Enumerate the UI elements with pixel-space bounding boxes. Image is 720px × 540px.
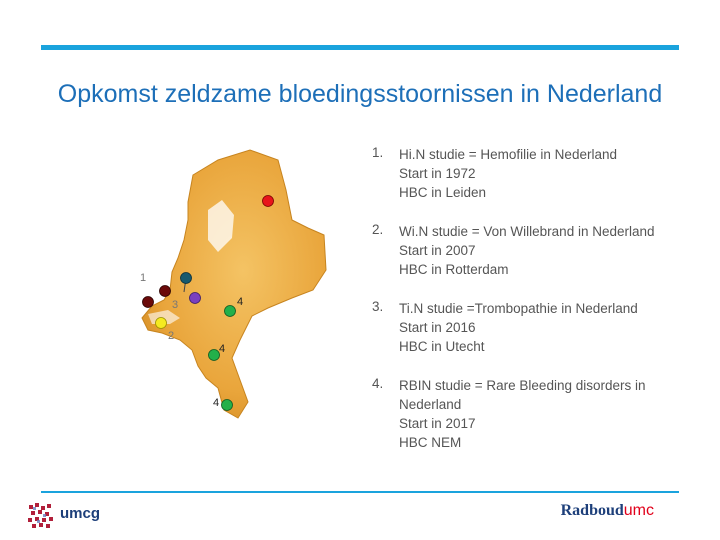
map-marker-green-2: [209, 350, 220, 361]
map-marker-dark-red-1: [160, 286, 171, 297]
map-marker-green-3: [222, 400, 233, 411]
map-label-4b: 4: [219, 343, 226, 355]
bottom-divider: [41, 491, 679, 493]
map-label-2: 2: [168, 330, 175, 342]
map-marker-dark-red-2: [143, 297, 154, 308]
study-title: RBIN studie = Rare Bleeding disorders in: [399, 378, 646, 393]
study-start: Start in 2017: [399, 416, 476, 431]
study-start: Start in 2016: [399, 320, 476, 335]
map-marker-yellow: [156, 318, 167, 329]
map-label-3: 3: [172, 299, 179, 311]
study-number: 3.: [372, 299, 384, 314]
map-label-4a: 4: [237, 296, 244, 308]
netherlands-map: [100, 140, 330, 430]
study-start: Start in 1972: [399, 166, 476, 181]
umcg-logo-icon: [26, 500, 56, 530]
radboudumc-logo: [561, 502, 654, 520]
slide-title: Opkomst zeldzame bloedingsstoornissen in Nederland: [57, 80, 663, 108]
study-title: Ti.N studie =Trombopathie in Nederland: [399, 301, 638, 316]
map-label-1: 1: [140, 272, 147, 284]
study-hbc: HBC in Utecht: [399, 339, 485, 354]
map-label-4c: 4: [213, 397, 220, 409]
map-marker-purple: [190, 293, 201, 304]
radboud-logo-suffix: umc: [623, 502, 654, 519]
map-marker-red: [263, 196, 274, 207]
study-number: 1.: [372, 145, 384, 160]
study-number: 2.: [372, 222, 384, 237]
study-hbc: HBC in Leiden: [399, 185, 487, 200]
map-marker-teal: [181, 273, 192, 284]
umcg-logo-text: umcg: [60, 505, 101, 522]
study-number: 4.: [372, 376, 384, 391]
study-hbc: HBC NEM: [399, 435, 462, 450]
study-hbc: HBC in Rotterdam: [399, 262, 509, 277]
study-start: Start in 2007: [399, 243, 476, 258]
map-marker-green-1: [225, 306, 236, 317]
study-title: Wi.N studie = Von Willebrand in Nederland: [399, 224, 655, 239]
top-divider: [41, 45, 679, 50]
map-land: [142, 150, 326, 418]
study-title: Hi.N studie = Hemofilie in Nederland: [399, 147, 617, 162]
study-title-cont: Nederland: [399, 397, 462, 412]
radboud-logo-main: Radboud: [560, 502, 624, 519]
